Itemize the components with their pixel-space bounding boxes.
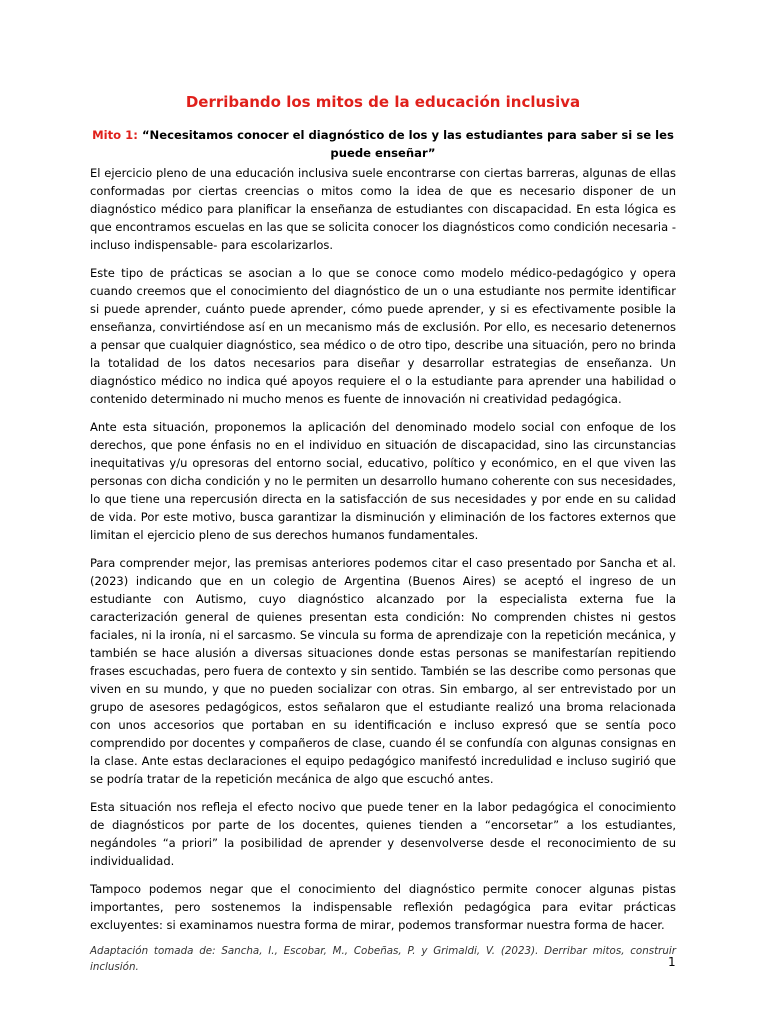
- myth-heading: [90, 126, 676, 162]
- myth-statement: “Necesitamos conocer el diagnóstico de los y las estudiantes para saber si se les puede enseñar”: [141, 128, 674, 160]
- myth-label: Mito 1:: [92, 128, 138, 142]
- citation: Adaptación tomada de: Sancha, I., Escobar, M., Cobeñas, P. y Grimaldi, V. (2023). Derribar mitos, construir inclusión.: [90, 945, 676, 973]
- document-page: [90, 0, 676, 1024]
- page-number: 1: [668, 955, 676, 969]
- paragraph-3: Ante esta situación, proponemos la aplicación del denominado modelo social con enfoque de los derechos, que pone énfasis no en el individuo en situación de discapacidad, sino las circunstancias inequitativas y/u opresoras del entorno social, educativo, político y económico, en el que viven las personas con dicha condición y no le permiten un desarrollo humano coherente con sus necesidades, lo que tiene una repercusión directa en la satisfacción de sus necesidades y por ende en su calidad de vida. Por este motivo, busca garantizar la disminución y eliminación de los factores externos que limitan el ejercicio pleno de sus derechos humanos fundamentales.: [90, 420, 676, 542]
- paragraph-1: El ejercicio pleno de una educación inclusiva suele encontrarse con ciertas barreras, algunas de ellas conformadas por ciertas creencias o mitos como la idea de que es necesario disponer de un diagnóstico médico para planificar la enseñanza de estudiantes con discapacidad. En esta lógica es que encontramos escuelas en las que se solicita conocer los diagnósticos como condición necesaria - incluso indispensable- para escolarizarlos.: [90, 166, 676, 252]
- body-text: [90, 164, 676, 975]
- paragraph-2: Este tipo de prácticas se asocian a lo que se conoce como modelo médico-pedagógico y opera cuando creemos que el conocimiento del diagnóstico de un o una estudiante nos permite identificar si puede aprender, cuánto puede aprender, cómo puede aprender, y si es efectivamente posible la enseñanza, convirtiéndose así en un mecanismo más de exclusión. Por ello, es necesario detenernos a pensar que cualquier diagnóstico, sea médico o de otro tipo, describe una situación, pero no brinda la totalidad de los datos necesarios para diseñar y desarrollar estrategias de enseñanza. Un diagnóstico médico no indica qué apoyos requiere el o la estudiante para aprender una habilidad o contenido determinado ni mucho menos es fuente de innovación ni creatividad pedagógica.: [90, 266, 676, 406]
- document-title: Derribando los mitos de la educación inclusiva: [185, 93, 581, 111]
- paragraph-5: Esta situación nos refleja el efecto nocivo que puede tener en la labor pedagógica el conocimiento de diagnósticos por parte de los docentes, quienes tienden a “encorsetar” a los estudiantes, negándoles “a priori” la posibilidad de aprender y desenvolverse desde el reconocimiento de su individualidad.: [90, 800, 676, 868]
- paragraph-4: Para comprender mejor, las premisas anteriores podemos citar el caso presentado por Sancha et al. (2023) indicando que en un colegio de Argentina (Buenos Aires) se aceptó el ingreso de un estudiante con Autismo, cuyo diagnóstico alcanzado por la especialista externa fue la caracterización general de quienes presentan esta condición: No comprenden chistes ni gestos faciales, ni la ironía, ni el sarcasmo. Se vincula su forma de aprendizaje con la repetición mecánica, y también se hace alusión a diversas situaciones donde estas personas se manifestarían repitiendo frases escuchadas, pero fuera de contexto y sin sentido. También se las describe como personas que viven en su mundo, y que no pueden socializar con otras. Sin embargo, al ser entrevistado por un grupo de asesores pedagógicos, estos señalaron que el estudiante realizó una broma relacionada con unos accesorios que portaban en su identificación e incluso expresó que se sentía poco comprendido por docentes y compañeros de clase, cuando él se confundía con algunas consignas en la clase. Ante estas declaraciones el equipo pedagógico manifestó incredulidad e incluso sugirió que se podría tratar de la repetición mecánica de algo que escuchó antes.: [90, 556, 676, 786]
- paragraph-6: Tampoco podemos negar que el conocimiento del diagnóstico permite conocer algunas pistas importantes, pero sostenemos la indispensable reflexión pedagógica para evitar prácticas excluyentes: si examinamos nuestra forma de mirar, podemos transformar nuestra forma de hacer.: [90, 882, 676, 932]
